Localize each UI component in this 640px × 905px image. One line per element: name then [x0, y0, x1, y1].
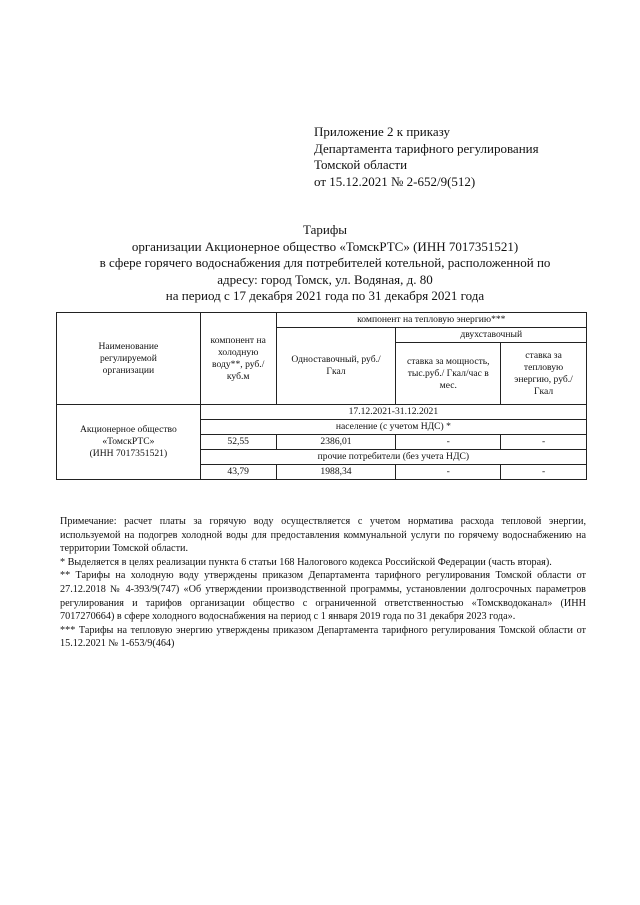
cell-single-2: 1988,34 — [276, 465, 396, 480]
appendix-line: Приложение 2 к приказу — [314, 124, 451, 139]
notes-section — [60, 515, 586, 651]
org-name-line: (ИНН 7017351521) — [89, 448, 168, 459]
cell-energy-1: - — [501, 435, 587, 450]
org-name-line: Акционерное общество — [79, 424, 177, 435]
appendix-header — [314, 124, 539, 190]
header-org: Наименование регулируемой организации — [57, 313, 201, 405]
appendix-line: Томской области — [314, 157, 408, 172]
header-energy-rate: ставка за тепловую энергию, руб./Гкал — [501, 343, 587, 405]
cell-energy-2: - — [501, 465, 587, 480]
org-name-line: «ТомскРТС» — [102, 436, 155, 447]
title-line: адресу: город Томск, ул. Водяная, д. 80 — [217, 271, 433, 287]
title-line: организации Акционерное общество «ТомскРТС» (ИНН 7017351521) — [131, 238, 519, 254]
cell-power-1: - — [396, 435, 501, 450]
tariff-table — [56, 312, 587, 480]
note-footnote-3: *** Тарифы на тепловую энергию утверждены приказом Департамента тарифного регулирования Томской области от 15.12.2021 № 1-653/9(464) — [60, 624, 586, 650]
note-main: Примечание: расчет платы за горячую воду осуществляется с учетом норматива расхода тепловой энергии, используемой на подогрев холодной воды для предоставления коммунальной услуги по горячему водоснабжению на территории Томской области. — [60, 516, 586, 555]
group-population: население (с учетом НДС) * — [200, 420, 586, 435]
cell-power-2: - — [396, 465, 501, 480]
header-double-rate: двухставочный — [396, 328, 587, 343]
group-other: прочие потребители (без учета НДС) — [200, 450, 586, 465]
period-cell: 17.12.2021-31.12.2021 — [200, 405, 586, 420]
title-line: на период с 17 декабря 2021 года по 31 декабря 2021 года — [165, 288, 485, 303]
header-cold-water: компонент на холодную воду**, руб./куб.м — [200, 313, 276, 405]
cell-single-1: 2386,01 — [276, 435, 396, 450]
appendix-line: Департамента тарифного регулирования — [314, 140, 539, 156]
title-line: Тарифы — [302, 222, 347, 237]
appendix-line: от 15.12.2021 № 2-652/9(512) — [314, 173, 476, 189]
header-thermal: компонент на тепловую энергию*** — [276, 313, 586, 328]
note-footnote-2: ** Тарифы на холодную воду утверждены приказом Департамента тарифного регулирования Томской области от 27.12.2018 № 4-393/9(747) «Об утверждении производственной программы, установлении долгосрочных параметров регулирования и тарифов организации общество с ограниченной ответственностью «Томскводоканал» (ИНН 7017270664) в сфере холодного водоснабжения на период с 1 января 2019 года по 31 декабря 2023 года». — [60, 570, 586, 623]
cell-cold-1: 52,55 — [200, 435, 276, 450]
note-footnote-1: * Выделяется в целях реализации пункта 6 статьи 168 Налогового кодекса Российской Федерации (часть вторая). — [60, 556, 552, 568]
cell-cold-2: 43,79 — [200, 465, 276, 480]
header-single-rate: Одноставочный, руб./Гкал — [276, 328, 396, 405]
org-name-cell — [57, 405, 201, 480]
title-line: в сфере горячего водоснабжения для потребителей котельной, расположенной по — [99, 255, 551, 270]
header-power-rate: ставка за мощность, тыс.руб./ Гкал/час в мес. — [396, 343, 501, 405]
document-title — [60, 222, 590, 305]
